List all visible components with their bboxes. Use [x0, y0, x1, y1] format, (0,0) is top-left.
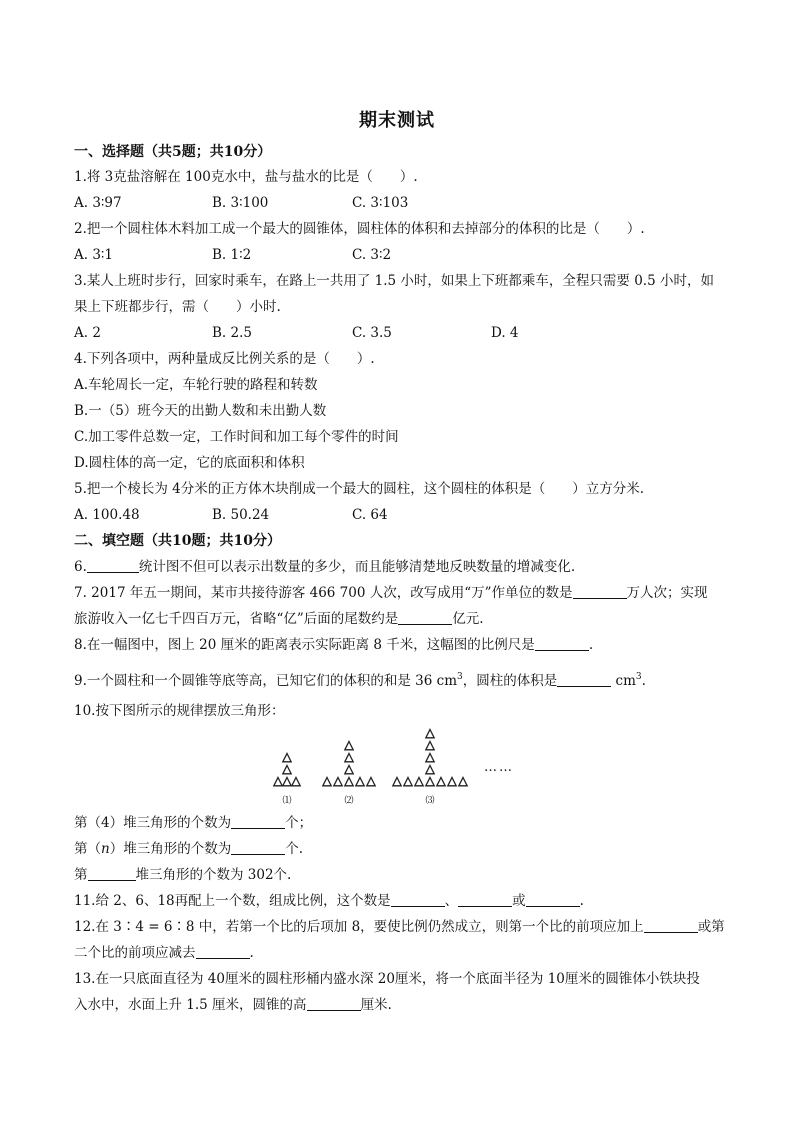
section-heading-fill: 二、填空题（共10题；共10分）	[74, 533, 281, 549]
question-13-line2	[74, 996, 724, 1014]
answer-blank[interactable]	[231, 840, 285, 855]
question-12-end: .	[249, 945, 254, 961]
question-11-sep: 、	[444, 893, 459, 909]
question-3-stem-line2: 果上下班都步行，需（ ）小时.	[74, 299, 281, 315]
question-9-text: 9.一个圆柱和一个圆锥等底等高，已知它们的体积的和是 36 cm	[74, 673, 458, 689]
answer-blank[interactable]	[391, 892, 445, 907]
section-heading-choice: 一、选择题（共5题；共10分）	[74, 144, 272, 160]
triangle-pile-1	[274, 754, 300, 786]
answer-blank[interactable]	[535, 636, 589, 651]
pile-label-2: ⑵	[344, 796, 354, 806]
answer-blank[interactable]	[88, 866, 136, 881]
question-1-stem: 1.将 3克盐溶解在 100克水中，盐与盐水的比是（ ）.	[74, 169, 418, 185]
question-7-text-b: 万人次；实现	[626, 585, 708, 601]
question-9-end: .	[641, 673, 646, 689]
question-2-stem: 2.把一个圆柱体木料加工成一个最大的圆锥体，圆柱体的体积和去掉部分的体积的比是（ ）.	[74, 221, 645, 237]
question-6-number: 6.	[74, 559, 87, 575]
answer-blank[interactable]	[526, 892, 580, 907]
question-3-option-d: D. 4	[491, 325, 519, 341]
continuation-dots: ……	[484, 760, 514, 775]
question-4-option-c: C.加工零件总数一定，工作时间和加工每个零件的时间	[74, 429, 399, 445]
question-7-line2	[74, 610, 724, 628]
question-7-text-d: 亿元.	[452, 611, 484, 627]
question-6-text: 统计图不但可以表示出数量的多少，而且能够清楚地反映数量的增减变化.	[138, 559, 576, 575]
superscript-3: 3	[635, 672, 642, 682]
pile-label-3: ⑶	[425, 796, 435, 806]
question-3-option-c: C. 3.5	[352, 325, 392, 341]
question-9-unit: cm	[611, 673, 636, 689]
question-10-line2	[74, 840, 724, 858]
question-4-option-a: A.车轮周长一定，车轮行驶的路程和转数	[74, 377, 318, 393]
question-2-option-a: A. 3∶1	[74, 247, 114, 263]
question-10-text-f: 第	[74, 867, 88, 883]
answer-blank[interactable]	[398, 610, 452, 625]
question-12-line2	[74, 944, 724, 962]
question-10-text-c: 第（	[74, 841, 101, 857]
question-12-text-b: 或第	[697, 919, 725, 935]
question-10-line3	[74, 866, 724, 884]
question-12-line1	[74, 918, 724, 936]
question-8-end: .	[588, 637, 594, 653]
question-3-stem-line1: 3.某人上班时步行，回家时乘车，在路上一共用了 1.5 小时，如果上下班都乘车，全程只需要 0.5 小时，如	[74, 273, 714, 289]
variable-n: n	[101, 841, 110, 857]
question-12-text-a: 12.在 3∶4 = 6∶8 中，若第一个比的后项加 8，要使比例仍然成立，则第一个比的前项应加上	[74, 919, 644, 935]
triangle-pile-2	[323, 742, 375, 786]
superscript-3: 3	[457, 672, 463, 682]
question-6	[74, 558, 724, 576]
answer-blank[interactable]	[644, 918, 698, 933]
pile-label-1: ⑴	[282, 796, 292, 806]
question-10-stem: 10.按下图所示的规律摆放三角形：	[74, 703, 285, 719]
triangle-pile-3	[393, 730, 467, 786]
question-4-option-d: D.圆柱体的高一定，它的底面积和体积	[74, 455, 305, 471]
question-13-line1: 13.在一只底面直径为 40厘米的圆柱形桶内盛水深 20厘米，将一个底面半径为 10厘米的圆锥体小铁块投	[74, 971, 700, 987]
answer-blank[interactable]	[458, 892, 512, 907]
question-1-option-a: A. 3∶97	[74, 195, 122, 211]
question-5-option-a: A. 100.48	[74, 507, 140, 523]
question-11-text: 11.给 2、6、18再配上一个数，组成比例，这个数是	[74, 893, 391, 909]
question-9	[74, 668, 724, 690]
question-10-text-a: 第（4）堆三角形的个数为	[74, 815, 232, 831]
question-7-line1	[74, 584, 724, 602]
question-10-text-e: 个.	[285, 841, 303, 857]
answer-blank[interactable]	[87, 558, 139, 573]
question-4-option-b: B.一（5）班今天的出勤人数和未出勤人数	[74, 403, 327, 419]
question-13-end: 厘米.	[360, 997, 392, 1013]
question-4-stem: 4.下列各项中，两种量成反比例关系的是（ ）.	[74, 351, 375, 367]
answer-blank[interactable]	[196, 944, 250, 959]
question-10-text-g: 堆三角形的个数为 302个.	[135, 867, 292, 883]
question-2-option-c: C. 3∶2	[352, 247, 392, 263]
question-12-text-c: 二个比的前项应减去	[74, 945, 196, 961]
question-10-text-b: 个；	[285, 815, 313, 831]
question-11	[74, 892, 724, 910]
question-8	[74, 636, 724, 654]
question-2-option-b: B. 1∶2	[212, 247, 252, 263]
question-3-option-b: B. 2.5	[212, 325, 252, 341]
answer-blank[interactable]	[231, 814, 285, 829]
question-9-text-b: ，圆柱的体积是	[462, 673, 558, 689]
answer-blank[interactable]	[557, 672, 611, 687]
question-5-stem: 5.把一个棱长为 4分米的正方体木块削成一个最大的圆柱，这个圆柱的体积是（ ）立方分米.	[74, 481, 645, 497]
question-11-end: .	[579, 893, 584, 909]
question-5-option-c: C. 64	[352, 507, 388, 523]
question-8-text: 8.在一幅图中，图上 20 厘米的距离表示实际距离 8 千米，这幅图的比例尺是	[74, 637, 535, 653]
question-10-text-d: ）堆三角形的个数为	[109, 841, 232, 857]
question-10-line1	[74, 814, 724, 832]
question-7-text-a: 7. 2017 年五一期间，某市共接待游客 466 700 人次，改写成用“万”作单位的数是	[74, 585, 573, 601]
question-5-option-b: B. 50.24	[212, 507, 270, 523]
question-1-option-b: B. 3∶100	[212, 195, 269, 211]
answer-blank[interactable]	[573, 584, 627, 599]
question-11-or: 或	[512, 893, 526, 909]
question-7-text-c: 旅游收入一亿七千四百万元，省略“亿”后面的尾数约是	[74, 611, 399, 627]
page-title: 期末测试	[359, 110, 435, 131]
question-13-text: 入水中，水面上升 1.5 厘米，圆锥的高	[74, 997, 307, 1013]
question-1-option-c: C. 3∶103	[352, 195, 409, 211]
question-3-option-a: A. 2	[74, 325, 101, 341]
answer-blank[interactable]	[307, 996, 361, 1011]
